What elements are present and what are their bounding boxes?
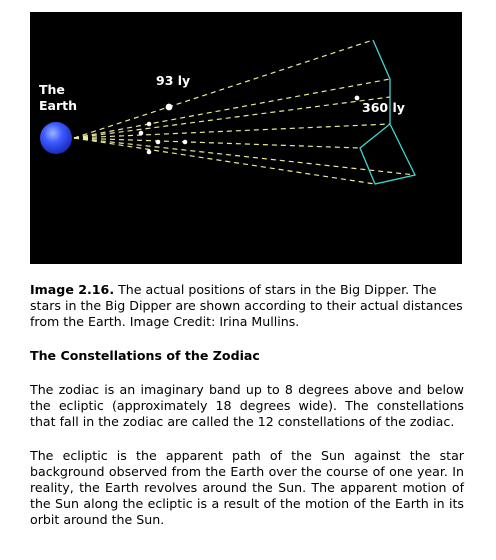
sight-line [74, 124, 390, 138]
paragraph-zodiac: The zodiac is an imaginary band up to 8 degrees above and below the ecliptic (approximately 18 degrees wide). The constellations that fall in the zodiac are called the 12 constellations of the zodiac. [30, 382, 464, 429]
paragraph-ecliptic: The ecliptic is the apparent path of the Sun against the star background observed from the Earth over the course of one year. In reality, the Earth revolves around the Sun. The apparent motion of the Sun along the ecliptic is a result of the motion of the Earth in its orbit around the Sun. [30, 448, 464, 527]
sight-line [74, 40, 373, 138]
sight-line [74, 79, 390, 138]
star [139, 131, 144, 136]
big-dipper-figure [30, 12, 462, 264]
earth-label-line2: Earth [39, 98, 78, 113]
big-dipper-diagram [30, 12, 462, 264]
article-text [30, 282, 464, 528]
star [183, 140, 188, 145]
earth-label-line1: The [39, 82, 65, 97]
dipper-stars [139, 96, 360, 155]
far-distance-label: 360 ly [362, 100, 405, 115]
caption-label: Image 2.16. [30, 282, 115, 297]
star [355, 96, 360, 101]
sight-line [74, 138, 375, 184]
sight-line [74, 138, 360, 148]
star [147, 122, 152, 127]
sight-line [74, 97, 390, 138]
figure-caption [30, 282, 464, 330]
earth [40, 122, 72, 154]
star [166, 104, 173, 111]
star [156, 140, 161, 145]
section-heading: The Constellations of the Zodiac [30, 348, 260, 363]
star [147, 150, 152, 155]
near-distance-label: 93 ly [156, 73, 191, 88]
caption-text: The actual positions of stars in the Big Dipper. The stars in the Big Dipper are shown according to their actual distances from the Earth. Image Credit: Irina Mullins. [30, 282, 463, 329]
